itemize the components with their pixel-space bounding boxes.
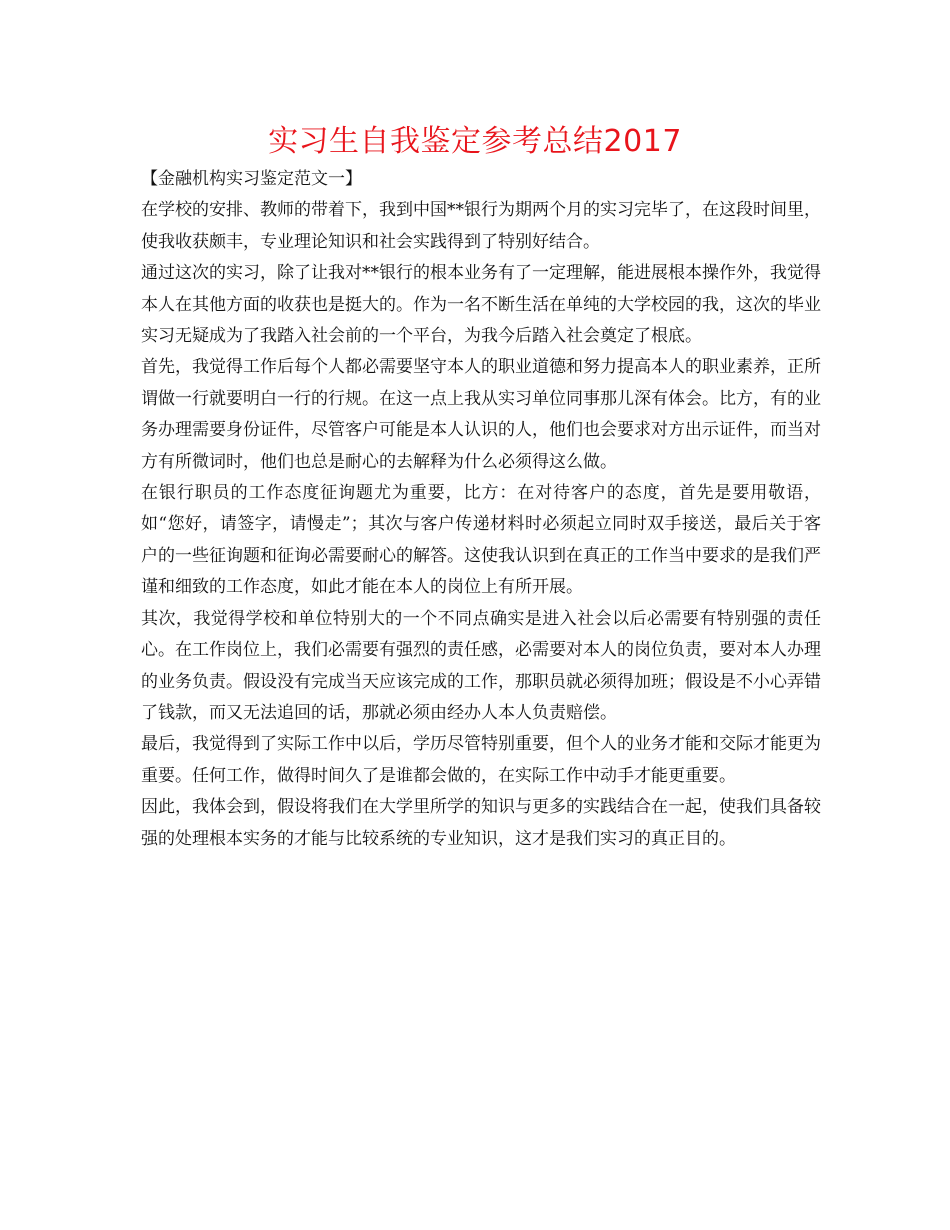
section-heading: 【金融机构实习鉴定范文一】 [141,169,362,189]
paragraph-3: 首先，我觉得工作后每个人都必需要坚守本人的职业道德和努力提高本人的职业素养，正所谓做一行就要明白一行的行规。在这一点上我从实习单位同事那儿深有体会。比方，有的业务办理需要身份证件，尽管客户可能是本人认识的人，他们也会要求对方出示证件，而当对方有所微词时，他们也总是耐心的去解释为什么必须得这么做。 [141,357,821,472]
paragraph-4: 在银行职员的工作态度征询题尤为重要，比方：在对待客户的态度，首先是要用敬语，如“您好，请签字，请慢走”；其次与客户传递材料时必须起立同时双手接送，最后关于客户的一些征询题和征询必需要耐心的解答。这使我认识到在真正的工作当中要求的是我们严谨和细致的工作态度，如此才能在本人的岗位上有所开展。 [141,483,821,598]
paragraph-5: 其次，我觉得学校和单位特别大的一个不同点确实是进入社会以后必需要有特别强的责任心。在工作岗位上，我们必需要有强烈的责任感，必需要对本人的岗位负责，要对本人办理的业务负责。假设没有完成当天应该完成的工作，那职员就必须得加班；假设是不小心弄错了钱款，而又无法追回的话，那就必须由经办人本人负责赔偿。 [141,608,821,723]
paragraph-2: 通过这次的实习，除了让我对**银行的根本业务有了一定理解，能进展根本操作外，我觉得本人在其他方面的收获也是挺大的。作为一名不断生活在单纯的大学校园的我，这次的毕业实习无疑成为了我踏入社会前的一个平台，为我今后踏入社会奠定了根底。 [141,263,821,347]
paragraph-1: 在学校的安排、教师的带着下，我到中国**银行为期两个月的实习完毕了，在这段时间里，使我收获颇丰，专业理论知识和社会实践得到了特别好结合。 [141,200,821,252]
paragraph-7: 因此，我体会到，假设将我们在大学里所学的知识与更多的实践结合在一起，使我们具备较强的处理根本实务的才能与比较系统的专业知识，这才是我们实习的真正目的。 [141,797,821,849]
paragraph-6: 最后，我觉得到了实际工作中以后，学历尽管特别重要，但个人的业务才能和交际才能更为重要。任何工作，做得时间久了是谁都会做的，在实际工作中动手才能更重要。 [141,734,821,786]
document-body [141,164,821,855]
document-title: 实习生自我鉴定参考总结2017 [268,124,682,159]
